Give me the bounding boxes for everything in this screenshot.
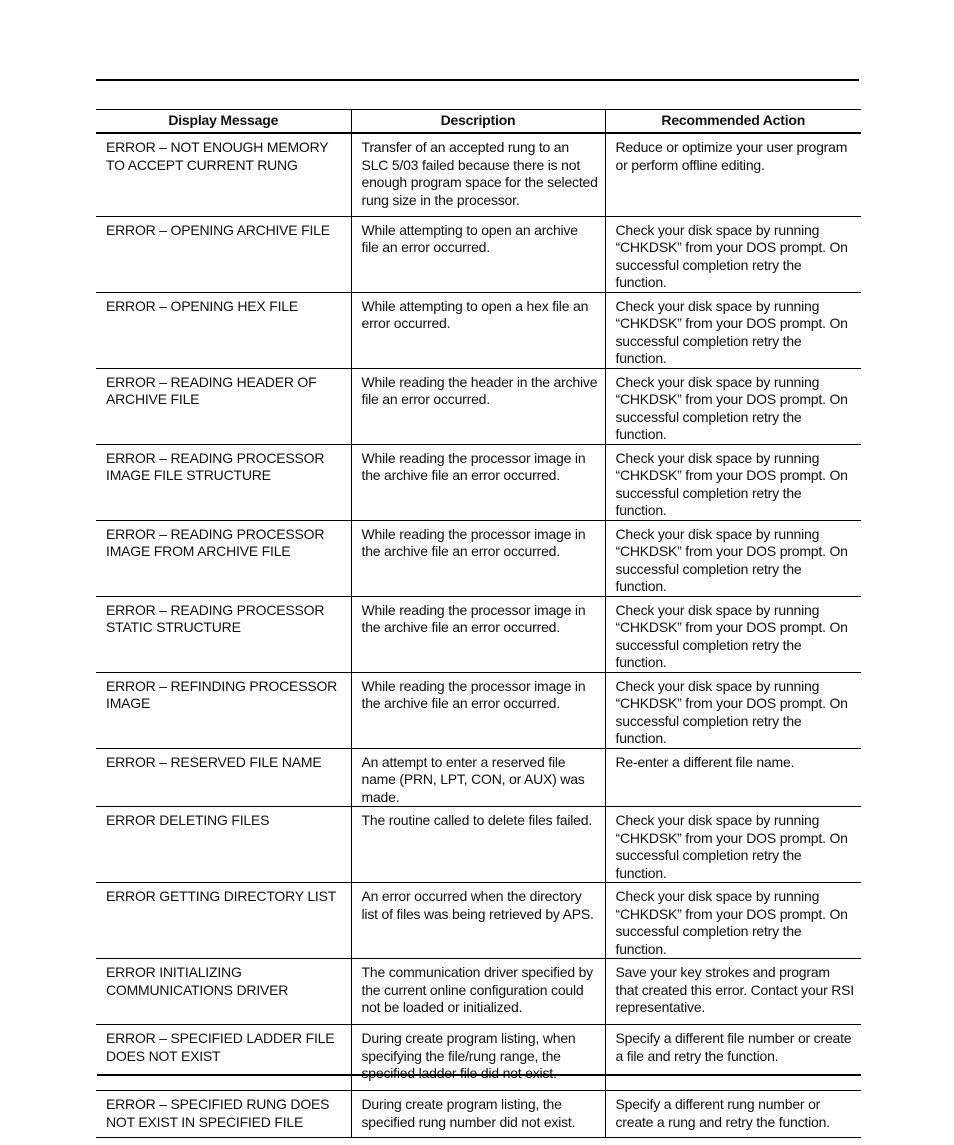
- cell-recommended-action: [605, 216, 861, 292]
- cell-display-message: [96, 883, 351, 959]
- table-row: [96, 672, 861, 748]
- cell-description-text: An error occurred when the directory list of files was being retrieved by APS.: [361, 888, 594, 922]
- cell-display-message-text: ERROR – READING PROCESSOR IMAGE FILE STRUCTURE: [106, 449, 325, 483]
- cell-display-message-text: ERROR – OPENING HEX FILE: [106, 297, 299, 314]
- table-row: [96, 444, 861, 520]
- cell-recommended-action-text: Check your disk space by running “CHKDSK” from your DOS prompt. On successful completion retry the function.: [615, 449, 848, 518]
- cell-display-message: [96, 368, 351, 444]
- cell-description: [351, 1091, 605, 1138]
- cell-recommended-action-text: Check your disk space by running “CHKDSK” from your DOS prompt. On successful completion retry the function.: [615, 525, 848, 594]
- cell-display-message-text: ERROR INITIALIZING COMMUNICATIONS DRIVER: [106, 964, 289, 998]
- cell-display-message: [96, 133, 351, 216]
- table-row: [96, 1091, 861, 1138]
- cell-recommended-action-text: Specify a different file number or create a file and retry the function.: [615, 1030, 852, 1064]
- cell-display-message: [96, 292, 351, 368]
- table-row: [96, 959, 861, 1025]
- cell-recommended-action-text: Check your disk space by running “CHKDSK” from your DOS prompt. On successful completion retry the function.: [615, 601, 848, 670]
- cell-description: [351, 748, 605, 807]
- cell-description-text: During create program listing, the specified rung number did not exist.: [361, 1096, 576, 1130]
- table-row: [96, 883, 861, 959]
- cell-description-text: While reading the processor image in the archive file an error occurred.: [361, 449, 586, 483]
- cell-description-text: During create program listing, when specifying the file/rung range, the specified ladder file did not exist.: [361, 1030, 576, 1081]
- cell-display-message: [96, 748, 351, 807]
- cell-display-message: [96, 520, 351, 596]
- cell-description-text: While reading the processor image in the archive file an error occurred.: [361, 525, 586, 559]
- cell-description-text: While reading the processor image in the archive file an error occurred.: [361, 601, 586, 635]
- cell-recommended-action-text: Check your disk space by running “CHKDSK” from your DOS prompt. On successful completion retry the function.: [615, 888, 848, 957]
- table-row: [96, 133, 861, 216]
- cell-recommended-action: [605, 748, 861, 807]
- header-description: Description: [351, 110, 605, 134]
- cell-recommended-action: [605, 807, 861, 883]
- header-display-message: Display Message: [96, 110, 351, 134]
- cell-description-text: Transfer of an accepted rung to an SLC 5/03 failed because there is not enough program space for the selected rung size in the processor.: [361, 139, 598, 208]
- cell-display-message-text: ERROR GETTING DIRECTORY LIST: [106, 888, 337, 904]
- cell-description: [351, 1025, 605, 1091]
- cell-description-text: The communication driver specified by the current online configuration could not be loaded or initialized.: [361, 964, 593, 1015]
- cell-display-message: [96, 596, 351, 672]
- cell-display-message-text: ERROR – READING HEADER OF ARCHIVE FILE: [106, 373, 317, 407]
- cell-display-message: [96, 1091, 351, 1138]
- table-row: [96, 1025, 861, 1091]
- top-rule: [96, 79, 859, 81]
- error-message-table: [96, 109, 861, 1138]
- cell-recommended-action: [605, 959, 861, 1025]
- cell-recommended-action: [605, 596, 861, 672]
- cell-recommended-action: [605, 1025, 861, 1091]
- cell-description: [351, 444, 605, 520]
- cell-recommended-action-text: Check your disk space by running “CHKDSK” from your DOS prompt. On successful completion retry the function.: [615, 297, 848, 366]
- cell-display-message-text: ERROR – SPECIFIED RUNG DOES NOT EXIST IN SPECIFIED FILE: [106, 1096, 330, 1130]
- cell-description: [351, 807, 605, 883]
- cell-recommended-action-text: Check your disk space by running “CHKDSK” from your DOS prompt. On successful completion retry the function.: [615, 677, 848, 746]
- table-row: [96, 368, 861, 444]
- header-recommended-action: Recommended Action: [605, 110, 861, 134]
- cell-display-message-text: ERROR – SPECIFIED LADDER FILE DOES NOT EXIST: [106, 1030, 335, 1064]
- cell-recommended-action-text: Check your disk space by running “CHKDSK” from your DOS prompt. On successful completion retry the function.: [615, 221, 848, 290]
- cell-display-message: [96, 807, 351, 883]
- cell-description-text: While reading the header in the archive file an error occurred.: [361, 373, 598, 407]
- cell-description-text: The routine called to delete files failed.: [361, 812, 593, 828]
- cell-description: [351, 672, 605, 748]
- cell-display-message: [96, 1025, 351, 1091]
- cell-description-text: While attempting to open a hex file an error occurred.: [361, 297, 589, 331]
- cell-display-message: [96, 216, 351, 292]
- table-row: [96, 216, 861, 292]
- cell-description-text: While reading the processor image in the archive file an error occurred.: [361, 677, 586, 711]
- table-row: [96, 596, 861, 672]
- table-row: [96, 807, 861, 883]
- cell-display-message-text: ERROR – OPENING ARCHIVE FILE: [106, 221, 330, 238]
- cell-recommended-action-text: Re-enter a different file name.: [615, 753, 795, 770]
- cell-display-message: [96, 444, 351, 520]
- cell-display-message-text: ERROR – REFINDING PROCESSOR IMAGE: [106, 677, 338, 711]
- cell-description: [351, 883, 605, 959]
- cell-recommended-action: [605, 292, 861, 368]
- cell-recommended-action: [605, 672, 861, 748]
- cell-display-message-text: ERROR – READING PROCESSOR IMAGE FROM ARCHIVE FILE: [106, 525, 325, 559]
- table-body: [96, 133, 861, 1138]
- cell-display-message-text: ERROR – NOT ENOUGH MEMORY TO ACCEPT CURRENT RUNG: [106, 139, 329, 173]
- cell-description-text: An attempt to enter a reserved file name (PRN, LPT, CON, or AUX) was made.: [361, 753, 585, 805]
- cell-description: [351, 216, 605, 292]
- cell-recommended-action-text: Check your disk space by running “CHKDSK” from your DOS prompt. On successful completion retry the function.: [615, 812, 848, 881]
- cell-display-message-text: ERROR DELETING FILES: [106, 812, 270, 828]
- cell-description: [351, 368, 605, 444]
- cell-recommended-action-text: Specify a different rung number or create a rung and retry the function.: [615, 1096, 830, 1130]
- cell-display-message-text: ERROR – READING PROCESSOR STATIC STRUCTURE: [106, 601, 325, 635]
- header-row: [96, 110, 861, 134]
- cell-description: [351, 959, 605, 1025]
- bottom-rule: [97, 1074, 861, 1076]
- cell-recommended-action: [605, 368, 861, 444]
- table-row: [96, 292, 861, 368]
- cell-display-message-text: ERROR – RESERVED FILE NAME: [106, 753, 322, 770]
- cell-description: [351, 133, 605, 216]
- table-row: [96, 520, 861, 596]
- cell-recommended-action: [605, 883, 861, 959]
- cell-display-message: [96, 959, 351, 1025]
- cell-recommended-action: [605, 520, 861, 596]
- cell-recommended-action-text: Save your key strokes and program that created this error. Contact your RSI representative.: [615, 964, 854, 1015]
- cell-recommended-action-text: Check your disk space by running “CHKDSK” from your DOS prompt. On successful completion retry the function.: [615, 373, 848, 442]
- cell-recommended-action: [605, 133, 861, 216]
- cell-recommended-action: [605, 444, 861, 520]
- cell-description: [351, 520, 605, 596]
- cell-display-message: [96, 672, 351, 748]
- cell-description: [351, 292, 605, 368]
- cell-recommended-action-text: Reduce or optimize your user program or perform offline editing.: [615, 139, 848, 173]
- cell-description: [351, 596, 605, 672]
- cell-description-text: While attempting to open an archive file an error occurred.: [361, 221, 578, 255]
- cell-recommended-action: [605, 1091, 861, 1138]
- table-row: [96, 748, 861, 807]
